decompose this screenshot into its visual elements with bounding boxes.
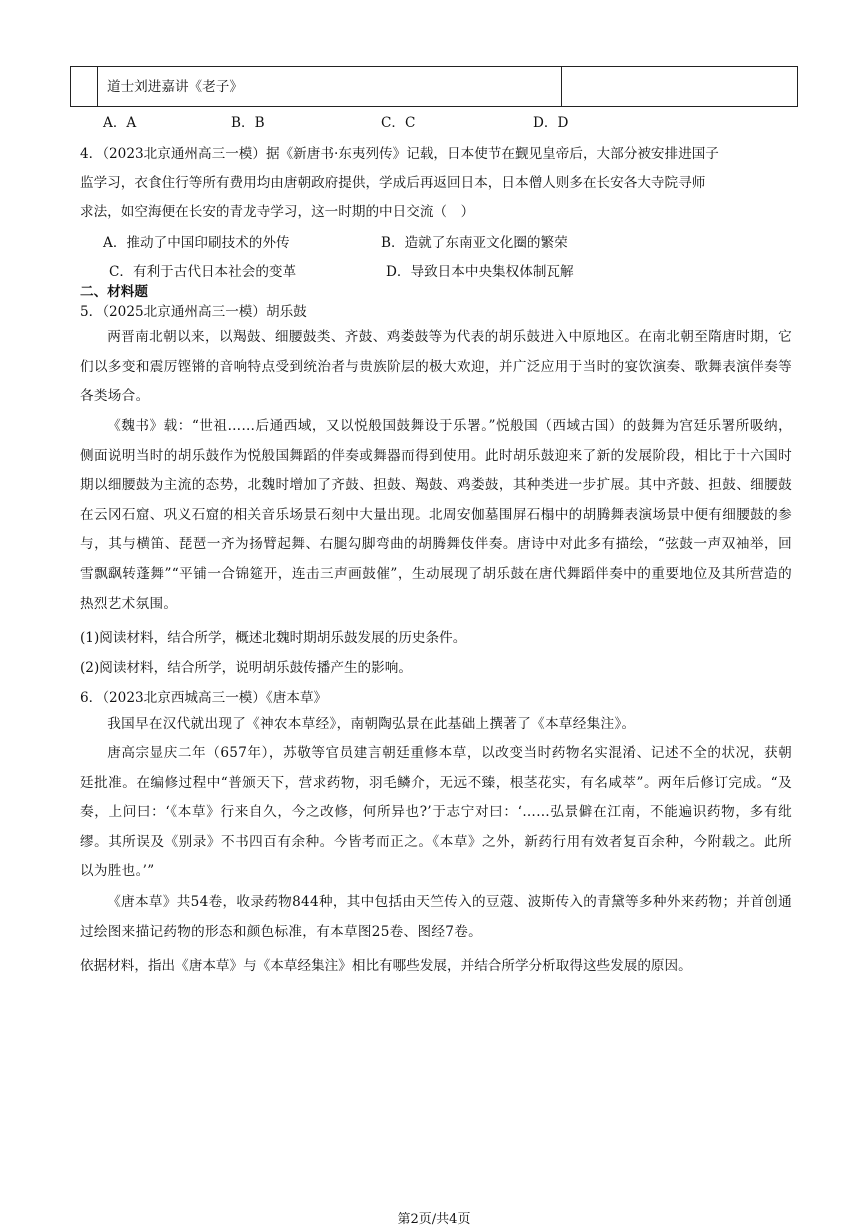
q5-title: 5．（2025北京通州高三一模）胡乐鼓: [80, 304, 307, 320]
q5-subquestion-1: (1)阅读材料，结合所学，概述北魏时期胡乐鼓发展的历史条件。: [80, 630, 467, 646]
q3-option-a: A．A: [103, 115, 137, 131]
q4-line-3: 求法，如空海便在长安的青龙寺学习，这一时期的中日交流（ ）: [80, 204, 475, 220]
q3-option-c: C．C: [381, 115, 416, 131]
section-heading: 二、材料题: [80, 284, 148, 300]
q4-line-2: 监学习，衣食住行等所有费用均由唐朝政府提供，学成后再返回日本，日本僧人则多在长安各大寺院寻师: [80, 175, 706, 191]
table-cell-text: 道士刘进嘉讲《老子》: [107, 79, 243, 95]
q4-option-c: C．有利于古代日本社会的变革: [109, 264, 297, 280]
q6-paragraph-2: 唐高宗显庆二年（657年），苏敬等官员建言朝廷重修本草，以改变当时药物名实混淆、记述不全的状况，获朝廷批准。在编修过程中“普颁天下，营求药物，羽毛鳞介，无远不臻，根茎花实，有名咸萃”。两年后修订完成。“及奏，上问曰：‘《本草》行来自久，今之改修，何所异也?’于志宁对曰：‘……弘景僻在江南，不能遍识药物，多有纰缪。其所误及《别录》不书四百有余种。今皆考而正之。《本草》之外，新药行用有效者复百余种，今附载之。此所以为胜也。’”: [80, 745, 792, 880]
q4-option-b: B．造就了东南亚文化圈的繁荣: [381, 235, 568, 251]
q4-option-a: A．推动了中国印刷技术的外传: [103, 235, 290, 251]
q5-subquestion-2: (2)阅读材料，结合所学，说明胡乐鼓传播产生的影响。: [80, 660, 412, 676]
q5-paragraph-2: 《魏书》载：“世祖……后通西域，又以悦般国鼓舞设于乐署。”悦般国（西域古国）的鼓舞为宫廷乐署所吸纳，侧面说明当时的胡乐鼓作为悦般国舞蹈的伴奏或舞器而得到使用。此时胡乐鼓迎来了新的发展阶段，相比于十六国时期以细腰鼓为主流的态势，北魏时增加了齐鼓、担鼓、羯鼓、鸡娄鼓，其种类进一步扩展。其中齐鼓、担鼓、细腰鼓在云冈石窟、巩义石窟的相关音乐场景石刻中大量出现。北周安伽墓围屏石榻中的胡腾舞表演场景中便有细腰鼓的参与，其与横笛、琵琶一齐为扬臂起舞、右腿勾脚弯曲的胡腾舞伎伴奏。唐诗中对此多有描绘，“弦鼓一声双袖举，回雪飘飖转蓬舞”“平铺一合锦筵开，连击三声画鼓催”，生动展现了胡乐鼓在唐代舞蹈伴奏中的重要地位及其所营造的热烈艺术氛围。: [80, 418, 792, 612]
q4-option-d: D．导致日本中央集权体制瓦解: [386, 264, 574, 280]
q3-option-d: D．D: [533, 115, 569, 131]
q6-question: 依据材料，指出《唐本草》与《本草经集注》相比有哪些发展，并结合所学分析取得这些发展的原因。: [80, 958, 692, 974]
q6-paragraph-3: 《唐本草》共54卷，收录药物844种，其中包括由天竺传入的豆蔻、波斯传入的青黛等多种外来药物；并首创通过绘图来描记药物的形态和颜色标准，有本草图25卷、图经7卷。: [80, 894, 792, 940]
table-cell-content: [97, 67, 562, 106]
q6-title: 6．（2023北京西城高三一模）《唐本草》: [80, 690, 328, 706]
q3-option-b: B．B: [231, 115, 265, 131]
q5-paragraph-1: 两晋南北朝以来，以羯鼓、细腰鼓类、齐鼓、鸡娄鼓等为代表的胡乐鼓进入中原地区。在南北朝至隋唐时期，它们以多变和震厉铿锵的音响特点受到统治者与贵族阶层的极大欢迎，并广泛应用于当时的宴饮演奏、歌舞表演伴奏等各类场合。: [80, 329, 792, 405]
table-cell-index: [71, 67, 98, 106]
q4-line-1: 4．（2023北京通州高三一模）据《新唐书·东夷列传》记载，日本使节在觐见皇帝后，大部分被安排进国子: [80, 146, 719, 162]
q6-paragraph-1: 我国早在汉代就出现了《神农本草经》，南朝陶弘景在此基础上撰著了《本草经集注》。: [107, 716, 636, 732]
page-footer: 第2页/共4页: [397, 1212, 471, 1227]
table-fragment: [70, 66, 798, 107]
